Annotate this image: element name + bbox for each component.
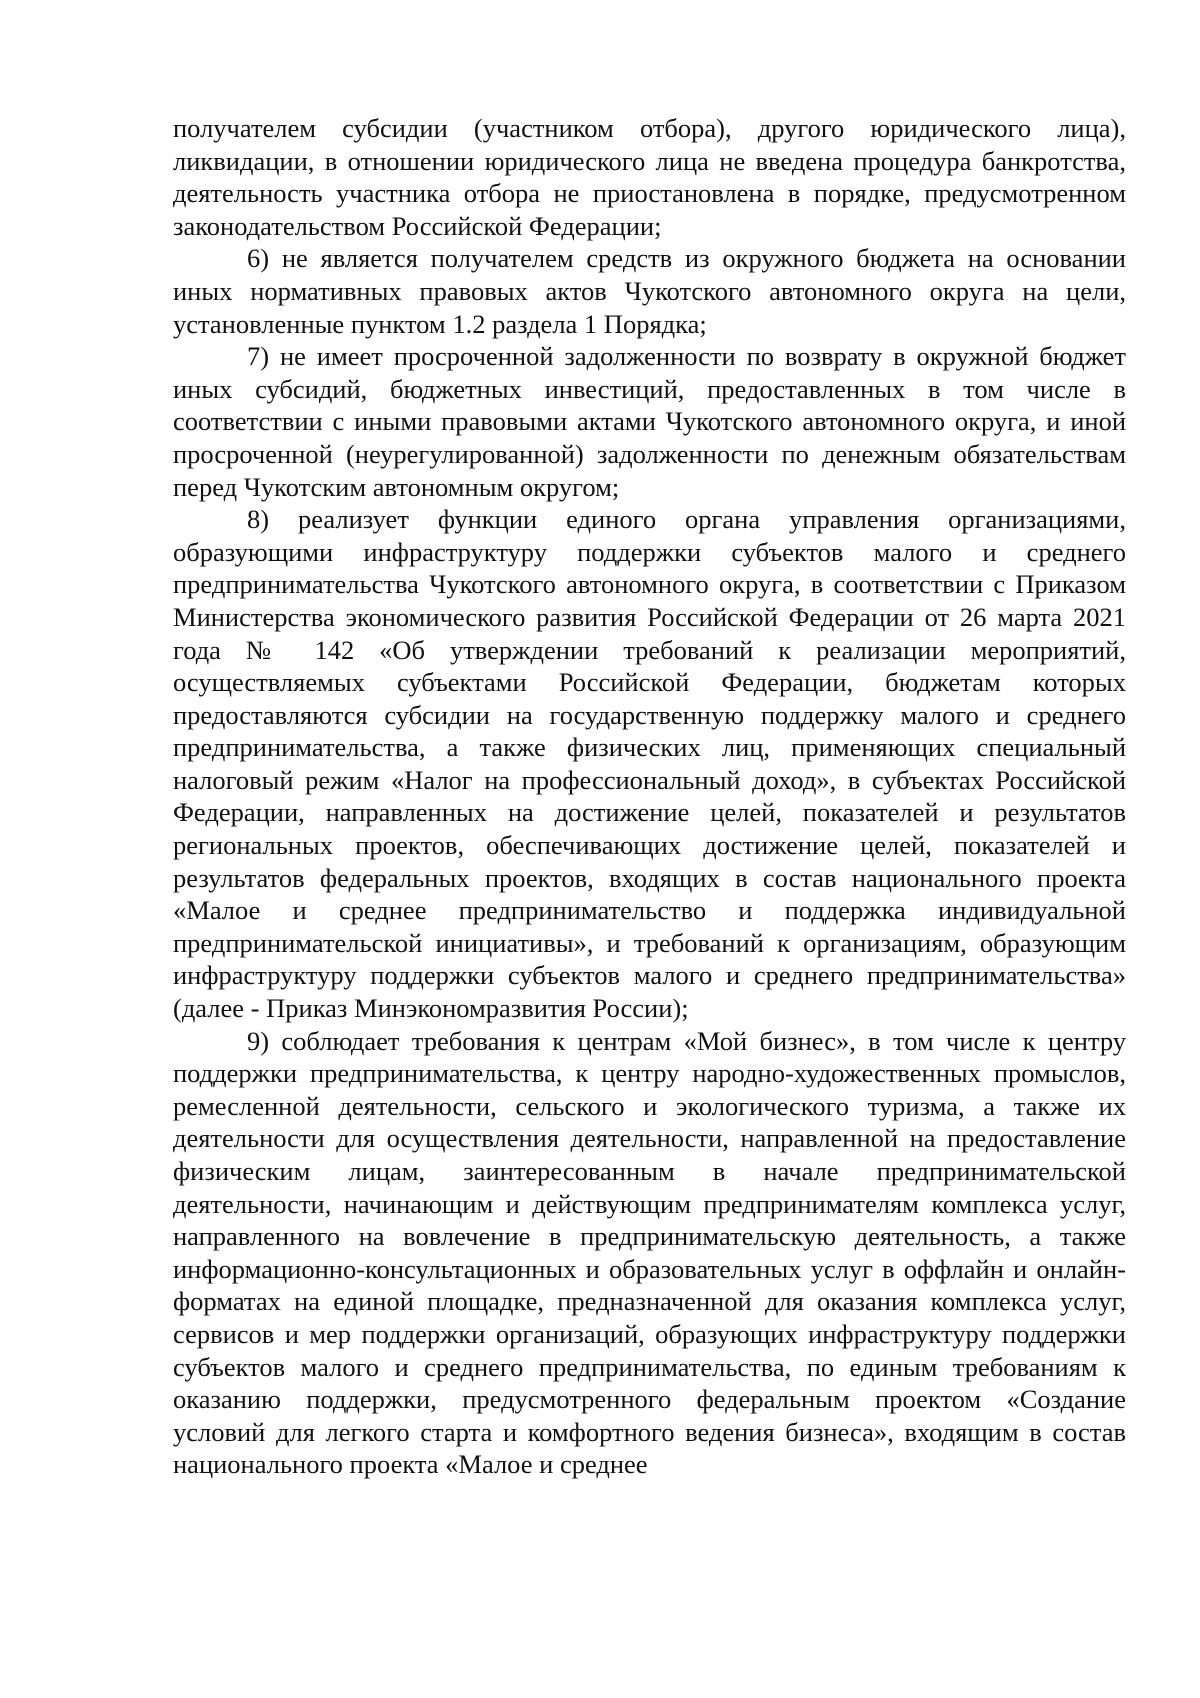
paragraph-item-9: 9) соблюдает требования к центрам «Мой бизнес», в том числе к центру поддержки предпринимательства, к центру народно-художественных промыслов, ремесленной деятельности, сельского и экологического туризма, а также их деятельности для осуществления деятельности, направленной на предоставление физическим лицам, заинтересованным в начале предпринимательской деятельности, начинающим и действующим предпринимателям комплекса услуг, направленного на вовлечение в предпринимательскую деятельность, а также информационно-консультационных и образовательных услуг в оффлайн и онлайн-форматах на единой площадке, предназначенной для оказания комплекса услуг, сервисов и мер поддержки организаций, образующих инфраструктуру поддержки субъектов малого и среднего предпринимательства, по единым требованиям к оказанию поддержки, предусмотренного федеральным проектом «Создание условий для легкого старта и комфортного ведения бизнеса», входящим в состав национального проекта «Малое и среднее [173, 1025, 1126, 1480]
paragraph-item-6: 6) не является получателем средств из окружного бюджета на основании иных нормативных правовых актов Чукотского автономного округа на цели, установленные пунктом 1.2 раздела 1 Порядка; [173, 243, 1126, 339]
paragraph-item-7: 7) не имеет просроченной задолженности по возврату в окружной бюджет иных субсидий, бюджетных инвестиций, предоставленных в том числе в соответствии с иными правовыми актами Чукотского автономного округа, и иной просроченной (неурегулированной) задолженности по денежным обязательствам перед Чукотским автономным округом; [173, 341, 1126, 502]
paragraph-continuation: получателем субсидии (участником отбора), другого юридического лица), ликвидации, в отношении юридического лица не введена процедура банкротства, деятельность участника отбора не приостановлена в порядке, предусмотренном законодательством Российской Федерации; [173, 113, 1126, 241]
paragraph-item-8: 8) реализует функции единого органа управления организациями, образующими инфраструктуру поддержки субъектов малого и среднего предпринимательства Чукотского автономного округа, в соответствии с Приказом Министерства экономического развития Российской Федерации от 26 марта 2021 года № 142 «Об утверждении требований к реализации мероприятий, осуществляемых субъектами Российской Федерации, бюджетам которых предоставляются субсидии на государственную поддержку малого и среднего предпринимательства, а также физических лиц, применяющих специальный налоговый режим «Налог на профессиональный доход», в субъектах Российской Федерации, направленных на достижение целей, показателей и результатов региональных проектов, обеспечивающих достижение целей, показателей и результатов федеральных проектов, входящих в состав национального проекта «Малое и среднее предпринимательство и поддержка индивидуальной предпринимательской инициативы», и требований к организациям, образующим инфраструктуру поддержки субъектов малого и среднего предпринимательства» (далее - Приказ Минэкономразвития России); [173, 504, 1126, 1024]
document-body [173, 112, 1126, 1481]
